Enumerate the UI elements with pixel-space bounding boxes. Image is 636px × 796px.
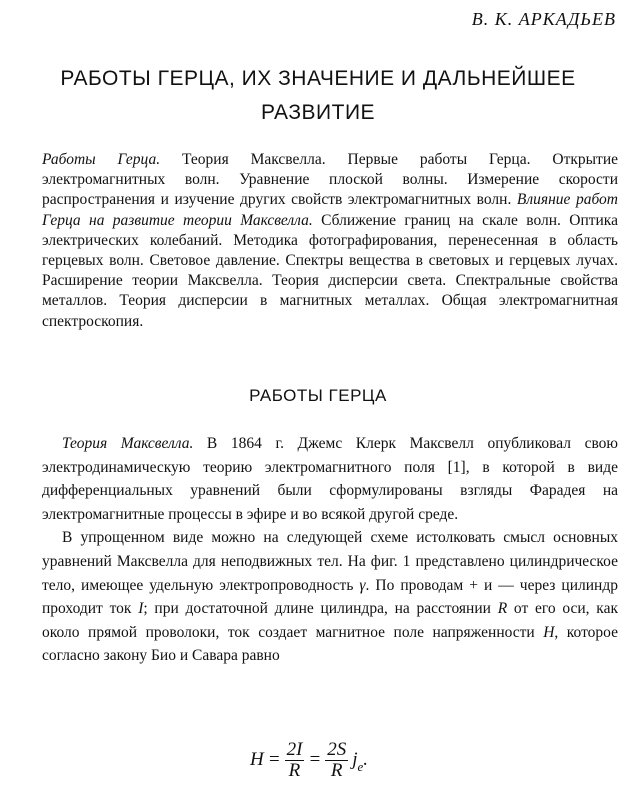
summary-part-1: Работы Герца. bbox=[42, 151, 161, 168]
fraction-2-numerator: 2S bbox=[327, 738, 347, 760]
title-line-2: РАЗВИТИЕ bbox=[260, 101, 376, 124]
summary-part-4: Сближение границ на скале волн. Оптика электрических колебаний. Методика фотографирования, перенесенная в область герцевых волн. Световое давление. Спектры вещества в световых и герцевых лучах. Расширение теории Максвелла. Теория дисперсии света. Спектральные свойства металлов. Теория дисперсии в магнитных металлах. Общая электромагнитная спектроскопия. bbox=[42, 211, 618, 330]
summary-part-2: Теория Максвелла. Первые работы Герца. Открытие электромагнитных волн. Уравнение плоской волны. Измерение скорости распространения и изучение других свойств электромагнитных волн. bbox=[42, 151, 618, 209]
fraction-1-denominator: R bbox=[288, 759, 301, 781]
paragraph-1-lead: Теория Максвелла. bbox=[62, 435, 194, 452]
p2-e: , которое согласно закону Био и Савара равно bbox=[42, 623, 618, 665]
author-name: В. К. АРКАДЬЕВ bbox=[471, 9, 616, 29]
formula-j-subscript: e bbox=[357, 759, 364, 774]
symbol-I: I bbox=[138, 600, 144, 618]
p2-b: . По проводам + и — через цилиндр проходит ток bbox=[42, 576, 618, 618]
article-summary bbox=[42, 150, 618, 332]
symbol-gamma: γ bbox=[359, 576, 366, 594]
article-title bbox=[0, 62, 636, 130]
fraction-2 bbox=[325, 740, 348, 781]
p2-a: В упрощенном виде можно на следующей схеме истолковать смысл основных уравнений Максвелла для неподвижных тел. На фиг. 1 представлено цилиндрическое тело, имеющее удельную электропроводность bbox=[42, 529, 618, 594]
section-heading: РАБОТЫ ГЕРЦА bbox=[249, 386, 387, 405]
p2-d: от его оси, как около прямой проволоки, ток создает магнитное поле напряженности bbox=[42, 600, 618, 641]
fraction-2-denominator: R bbox=[330, 759, 343, 781]
fraction-1-numerator: 2I bbox=[286, 738, 303, 760]
formula-j bbox=[352, 749, 369, 774]
formula-eq-1: = bbox=[267, 749, 281, 770]
p2-c: ; при достаточной длине цилиндра, на расстоянии bbox=[143, 600, 498, 618]
symbol-R: R bbox=[497, 600, 508, 618]
body-text bbox=[42, 432, 618, 668]
formula-period: . bbox=[363, 749, 369, 770]
formula-j-letter: j bbox=[352, 749, 358, 770]
fraction-1 bbox=[285, 740, 305, 781]
paragraph-1-text: В 1864 г. Джемс Клерк Максвелл опубликовал свою электродинамическую теорию электромагнитного поля [1], в которой в виде дифференциальных уравнений были сформулированы взгляды Фарадея на электромагнитные процессы в эфире и во всякой другой среде. bbox=[42, 435, 618, 523]
title-line-1: РАБОТЫ ГЕРЦА, ИХ ЗНАЧЕНИЕ И ДАЛЬНЕЙШЕЕ bbox=[60, 67, 576, 90]
paragraph-1 bbox=[42, 432, 618, 526]
summary-part-3: Влияние работ Герца на развитие теории Максвелла. bbox=[42, 191, 618, 229]
paragraph-2 bbox=[42, 526, 618, 668]
formula-eq-2: = bbox=[308, 749, 322, 770]
symbol-H: H bbox=[543, 623, 555, 641]
formula-biot-savart bbox=[250, 738, 368, 782]
formula-lhs: H bbox=[250, 749, 264, 770]
